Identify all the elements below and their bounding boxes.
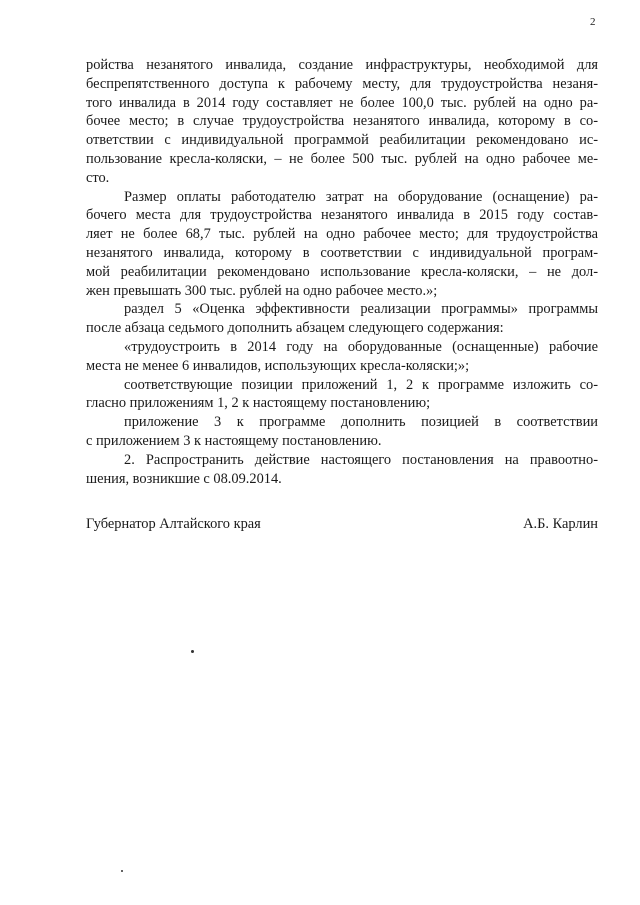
text-line: «трудоустроить в 2014 году на оборудованные (оснащенные) рабочие	[124, 338, 598, 355]
page-number: 2	[590, 16, 596, 28]
document-body	[86, 56, 598, 488]
text-line: ответствии с индивидуальной программой реабилитации рекомендовано ис-	[86, 132, 598, 149]
signature-block	[86, 515, 598, 534]
text-line: ройства незанятого инвалида, создание инфраструктуры, необходимой для	[86, 57, 598, 73]
text-line: беспрепятственного доступа к рабочему месту, для трудоустройства незаня-	[86, 75, 598, 92]
signatory-name: А.Б. Карлин	[523, 516, 598, 532]
text-line: сто.	[86, 169, 110, 186]
text-line: с приложением 3 к настоящему постановлению.	[86, 432, 382, 449]
text-line: жен превышать 300 тыс. рублей на одно рабочее место.»;	[86, 282, 438, 299]
text-line: гласно приложениям 1, 2 к настоящему постановлению;	[86, 395, 431, 412]
scan-speck	[191, 650, 194, 653]
text-line: мой реабилитации рекомендовано использование кресла-коляски, – не дол-	[86, 263, 598, 280]
text-line: соответствующие позиции приложений 1, 2 к программе изложить со-	[124, 376, 598, 393]
text-line: шения, возникшие с 08.09.2014.	[86, 470, 282, 487]
text-line: раздел 5 «Оценка эффективности реализации программы» программы	[124, 301, 598, 318]
text-line: ляет не более 68,7 тыс. рублей на одно рабочее место; для трудоустройства	[86, 226, 598, 243]
text-line: места не менее 6 инвалидов, использующих кресла-коляски;»;	[86, 357, 470, 374]
text-line: бочего места для трудоустройства незанятого инвалида в 2015 году состав-	[86, 207, 598, 224]
text-line: пользование кресла-коляски, – не более 500 тыс. рублей на одно рабочее ме-	[86, 150, 598, 167]
text-line: Размер оплаты работодателю затрат на оборудование (оснащение) ра-	[124, 188, 598, 205]
text-line: 2. Распространить действие настоящего постановления на правоотно-	[124, 451, 598, 468]
signatory-position: Губернатор Алтайского края	[86, 516, 261, 532]
scan-speck	[121, 870, 123, 872]
text-line: незанятого инвалида, которому в соответствии с индивидуальной програм-	[86, 244, 598, 261]
text-line: того инвалида в 2014 году составляет не более 100,0 тыс. рублей на одно ра-	[86, 94, 598, 111]
text-line: бочее место; в случае трудоустройства незанятого инвалида, которому в со-	[86, 113, 598, 130]
text-line: после абзаца седьмого дополнить абзацем следующего содержания:	[86, 320, 504, 337]
text-line: приложение 3 к программе дополнить позицией в соответствии	[124, 414, 598, 431]
